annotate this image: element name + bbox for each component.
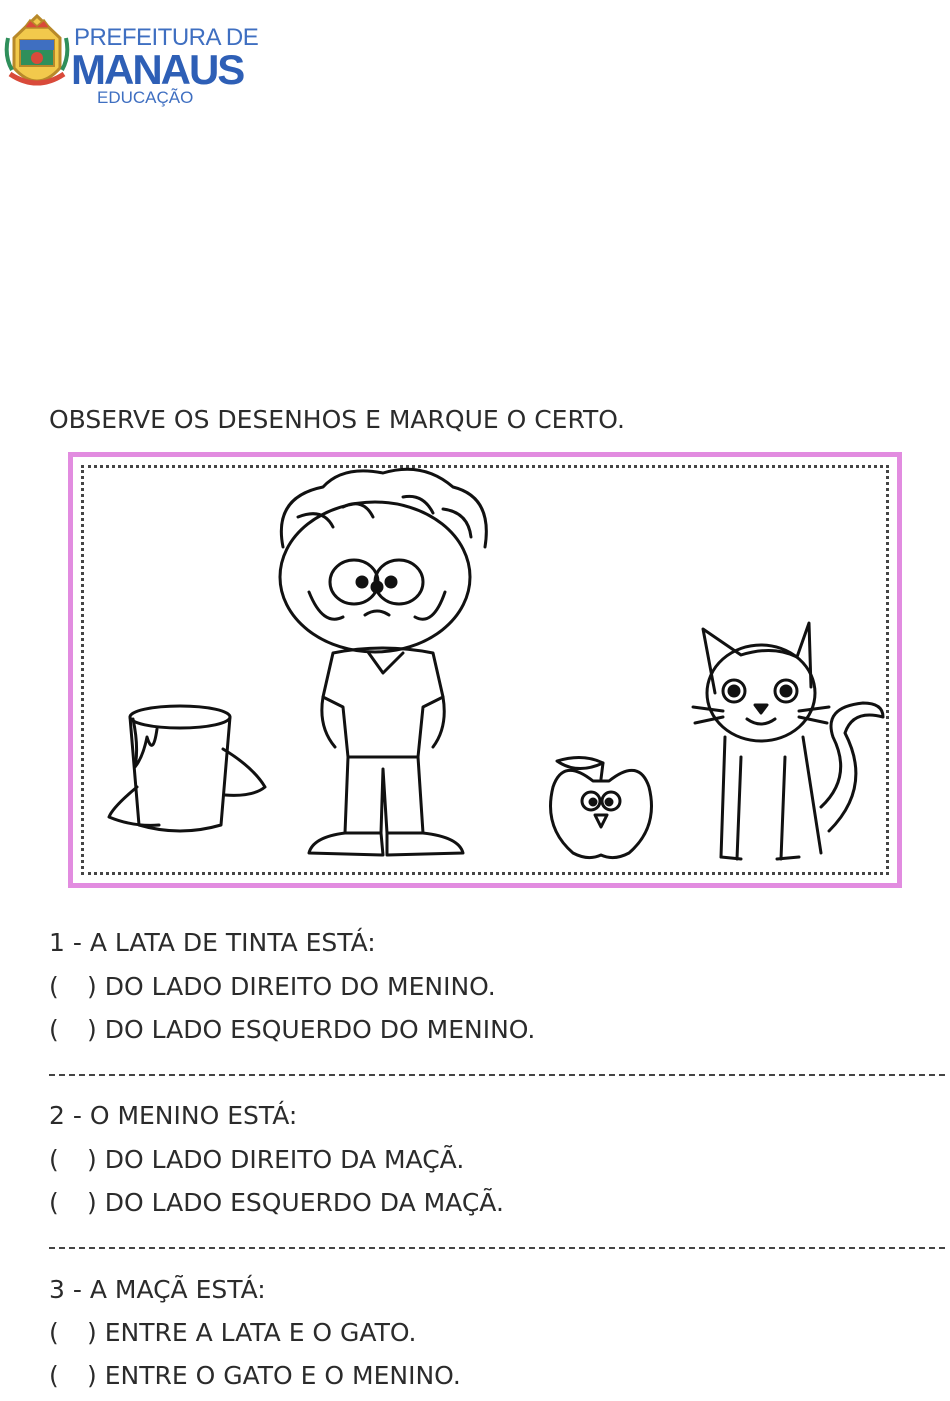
option-checkbox-close[interactable]: ) [87, 1015, 97, 1044]
boy-icon [280, 469, 486, 855]
question-1-option-b[interactable] [49, 1015, 535, 1044]
question-1-option-a[interactable] [49, 972, 496, 1001]
logo-text-educacao: EDUCAÇÃO [97, 88, 194, 107]
instruction-heading: OBSERVE OS DESENHOS E MARQUE O CERTO. [49, 405, 625, 434]
question-3-option-a[interactable] [49, 1318, 416, 1347]
question-2: 2 - O MENINO ESTÁ: [49, 1101, 298, 1130]
prefeitura-logo [4, 8, 259, 107]
option-label: DO LADO ESQUERDO DA MAÇÃ. [104, 1188, 504, 1217]
paint-bucket-icon [109, 706, 265, 831]
city-coat-of-arms-icon [4, 8, 70, 98]
option-label: ENTRE A LATA E O GATO. [104, 1318, 417, 1347]
option-checkbox-open[interactable]: ( [49, 1188, 59, 1217]
question-3-option-b[interactable] [49, 1361, 461, 1390]
logo-text-manaus: MANAUS [71, 46, 244, 93]
option-checkbox-open[interactable]: ( [49, 1318, 59, 1347]
option-checkbox-close[interactable]: ) [87, 1318, 97, 1347]
option-checkbox-close[interactable]: ) [87, 1188, 97, 1217]
option-checkbox-open[interactable]: ( [49, 1361, 59, 1390]
illustration-frame [68, 452, 902, 888]
option-checkbox-open[interactable]: ( [49, 1145, 59, 1174]
logo-text-prefeitura: PREFEITURA DE [74, 24, 259, 51]
section-divider [49, 1074, 945, 1076]
question-1: 1 - A LATA DE TINTA ESTÁ: [49, 928, 376, 957]
option-checkbox-close[interactable]: ) [87, 972, 97, 1001]
option-checkbox-close[interactable]: ) [87, 1145, 97, 1174]
question-2-option-a[interactable] [49, 1145, 464, 1174]
option-checkbox-open[interactable]: ( [49, 1015, 59, 1044]
option-checkbox-close[interactable]: ) [87, 1361, 97, 1390]
option-label: ENTRE O GATO E O MENINO. [104, 1361, 461, 1390]
option-label: DO LADO DIREITO DO MENINO. [104, 972, 496, 1001]
question-2-option-b[interactable] [49, 1188, 504, 1217]
apple-icon [551, 757, 652, 857]
illustration-scene [73, 457, 897, 883]
question-3: 3 - A MAÇÃ ESTÁ: [49, 1275, 266, 1304]
option-label: DO LADO ESQUERDO DO MENINO. [104, 1015, 536, 1044]
option-checkbox-open[interactable]: ( [49, 972, 59, 1001]
cat-icon [693, 623, 883, 859]
option-label: DO LADO DIREITO DA MAÇÃ. [104, 1145, 465, 1174]
section-divider [49, 1247, 945, 1249]
